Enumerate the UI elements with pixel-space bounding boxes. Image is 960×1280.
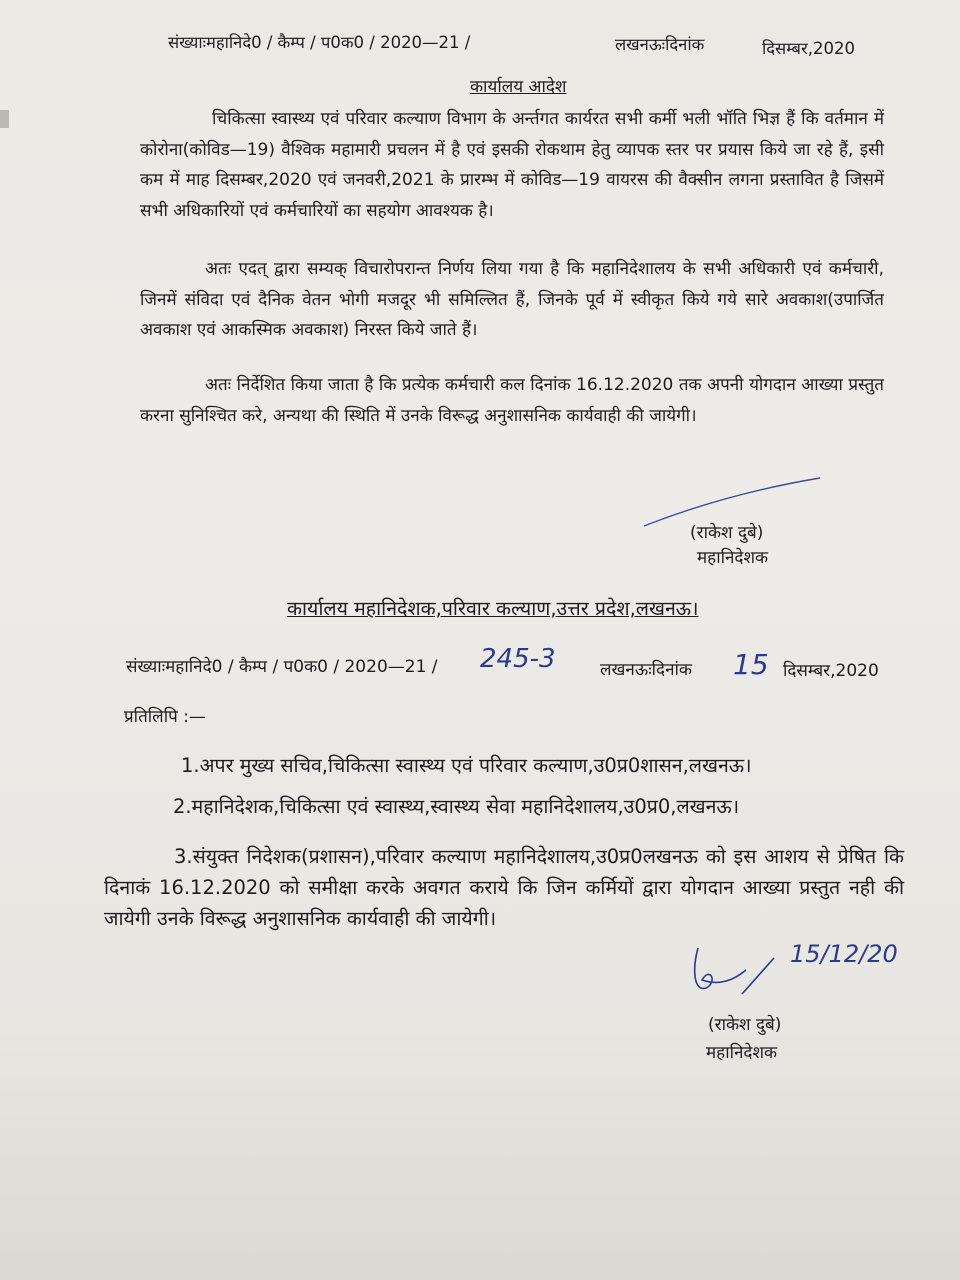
endorsement-signature [690,940,800,1010]
handwritten-signature-date: 15/12/20 [790,940,898,968]
endorsement-signatory-designation: महानिदेशक [706,1043,778,1063]
endorsement-signatory-name: (राकेश दुबे) [708,1015,782,1035]
endorsement-office-heading: कार्यालय महानिदेशक,परिवार कल्याण,उत्तर प्रदेश,लखनऊ। [287,597,699,620]
order-paragraph-1: चिकित्सा स्वास्थ्य एवं परिवार कल्याण विभाग के अर्न्तगत कार्यरत सभी कर्मी भली भॉति भिज्ञ हैं कि वर्तमान में कोरोना(कोविड—19) वैश्विक महामारी प्रचलन में है एवं इसकी रोकथाम हेतु व्यापक स्तर पर प्रयास किये जा रहे हैं, इसी कम में माह दिसम्बर,2020 एवं जनवरी,2021 के प्रारम्भ में कोविड—19 वायरस की वैक्सीन लगना प्रस्तावित है जिसमें सभी अधिकारियों एवं कर्मचारियों का सहयोग आवश्यक है। [140,109,884,221]
endorsement-month-year: दिसम्बर,2020 [783,661,879,681]
order-title: कार्यालय आदेश [470,77,567,97]
order-paragraph-2: अतः एदत् द्वारा सम्यक् विचारोपरान्त निर्णय लिया गया है कि महानिदेशालय के सभी अधिकारी एवं कर्मचारी, जिनमें संविदा एवं दैनिक वेतन भोगी मजदूर भी समिल्लित हैं, जिनके पूर्व में स्वीकृत किये गये सारे अवकाश(उपार्जित अवकाश एवं आकस्मिक अवकाश) निरस्त किये जाते हैं। [140,259,884,340]
copy-to-label: प्रतिलिपि :— [124,707,206,727]
order-ref-number: संख्याःमहानिदे0 / कैम्प / प0क0 / 2020—21 / [168,33,471,52]
order-place-date-label: लखनऊःदिनांक [615,35,705,54]
copy-item-2: 2.महानिदेशक,चिकित्सा एवं स्वास्थ्य,स्वास्थ्य सेवा महानिदेशालय,उ0प्र0,लखनऊ। [173,795,740,818]
endorsement-ref-number: संख्याःमहानिदे0 / कैम्प / प0क0 / 2020—21 / [126,657,438,677]
order-paragraph-3: अतः निर्देशित किया जाता है कि प्रत्येक कर्मचारी कल दिनांक 16.12.2020 तक अपनी योगदान आख्या प्रस्तुत करना सुनिश्चित करे, अन्यथा की स्थिति में उनके विरूद्ध अनुशासनिक कार्यवाही की जायेगी। [140,375,884,426]
copy-item-3: 3.संयुक्त निदेशक(प्रशासन),परिवार कल्याण महानिदेशालय,उ0प्र0लखनऊ को इस आशय से प्रेषित कि दिनाकं 16.12.2020 को समीक्षा करके अवगत कराये कि जिन कर्मियों द्वारा योगदान आख्या प्रस्तुत नही की जायेगी उनके विरूद्ध अनुशासनिक कार्यवाही की जायेगी। [104,845,904,930]
order-month-year: दिसम्बर,2020 [762,39,855,58]
order-signatory-name: (राकेश दुबे) [690,523,764,543]
endorsement-place-date-label: लखनऊःदिनांक [600,660,692,680]
page-edge [0,110,9,128]
copy-item-1: 1.अपर मुख्य सचिव,चिकित्सा स्वास्थ्य एवं परिवार कल्याण,उ0प्र0शासन,लखनऊ। [181,754,752,777]
handwritten-day: 15 [733,648,769,681]
handwritten-dispatch-number: 245-3 [480,644,556,674]
order-signatory-designation: महानिदेशक [697,548,769,568]
